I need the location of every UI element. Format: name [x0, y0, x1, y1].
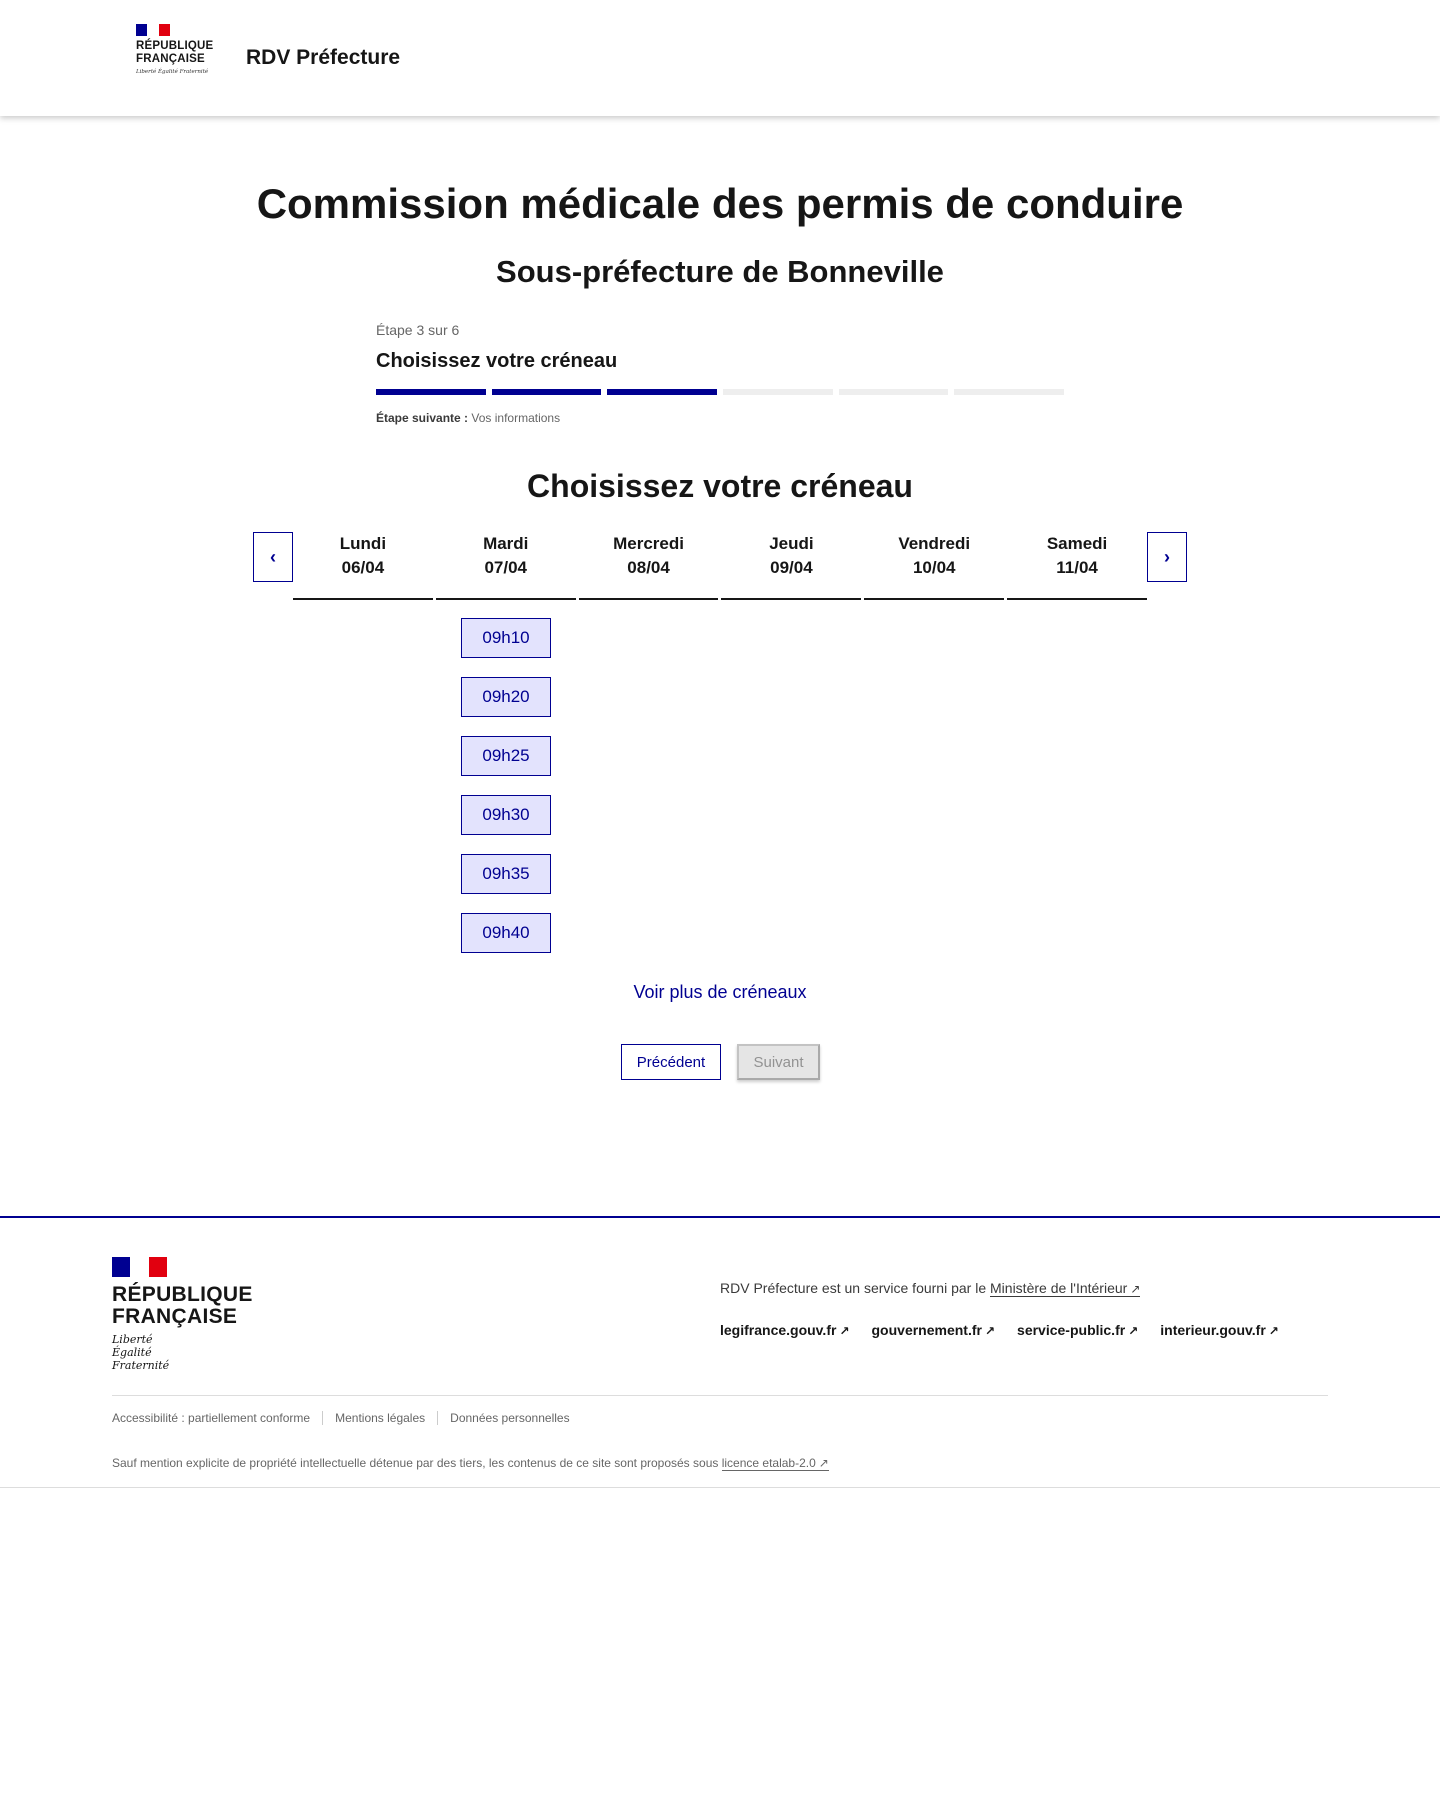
personal-data-link[interactable]: Données personnelles [437, 1411, 581, 1425]
footer-link-label: gouvernement.fr [871, 1322, 982, 1338]
footer-bottom-links [112, 1411, 582, 1425]
day-date: 08/04 [627, 558, 670, 577]
step-current-title: Choisissez votre créneau [376, 350, 618, 372]
republique-francaise-logo[interactable] [136, 24, 216, 76]
day-column[interactable] [1007, 532, 1147, 600]
step-segment [954, 389, 1064, 395]
ministry-link[interactable] [990, 1280, 1140, 1297]
time-slot-button[interactable]: 09h35 [461, 854, 551, 894]
day-date: 07/04 [484, 558, 528, 577]
french-flag-icon [136, 24, 170, 36]
footer-link-service-public[interactable] [1017, 1322, 1138, 1338]
time-slot-button[interactable]: 09h10 [461, 618, 551, 658]
site-footer [0, 1216, 1440, 1488]
page-title: Commission médicale des permis de conduire [256, 180, 1184, 227]
french-flag-icon [112, 1257, 167, 1277]
days-header [293, 532, 1147, 600]
day-name: Lundi [339, 534, 387, 553]
next-week-button[interactable] [1147, 532, 1187, 582]
page-subtitle: Sous-préfecture de Bonneville [496, 254, 944, 289]
day-date: 06/04 [341, 558, 385, 577]
day-column[interactable] [436, 532, 576, 600]
site-title[interactable]: RDV Préfecture [246, 46, 401, 69]
step-next [376, 411, 1064, 425]
license-link-label: licence etalab-2.0 [721, 1456, 816, 1470]
logo-text [136, 40, 216, 66]
day-column[interactable] [579, 532, 719, 600]
day-name: Jeudi [769, 534, 814, 553]
day-date: 10/04 [912, 558, 956, 577]
day-name: Mardi [483, 534, 529, 553]
footer-link-label: interieur.gouv.fr [1160, 1322, 1266, 1338]
footer-link-interieur[interactable] [1160, 1322, 1279, 1338]
step-segment [723, 389, 833, 395]
step-next-label: Étape suivante : [376, 411, 469, 425]
external-link-icon: ↗ [1128, 1324, 1139, 1338]
previous-week-button[interactable] [253, 532, 293, 582]
footer-description [720, 1280, 1140, 1296]
logo-line2: FRANÇAISE [136, 53, 205, 65]
external-link-icon: ↗ [984, 1324, 996, 1338]
time-slot-button[interactable]: 09h25 [461, 736, 551, 776]
chevron-right-icon: › [1164, 546, 1170, 567]
external-link-icon: ↗ [818, 1456, 829, 1470]
step-segment [607, 389, 717, 395]
accessibility-link[interactable]: Accessibilité : partiellement conforme [112, 1411, 311, 1425]
license-link[interactable] [722, 1456, 829, 1471]
step-next-value: Vos informations [471, 411, 561, 425]
day-date: 11/04 [1056, 558, 1098, 577]
footer-logo-text [112, 1284, 253, 1328]
stepper [376, 322, 1064, 425]
footer-desc-text: RDV Préfecture est un service fourni par le [720, 1280, 987, 1296]
step-segment [492, 389, 602, 395]
slot-list [461, 618, 551, 972]
day-name: Samedi [1046, 534, 1108, 553]
ministry-link-label: Ministère de l'Intérieur [990, 1280, 1128, 1296]
logo-line1: RÉPUBLIQUE [136, 40, 214, 52]
step-segment [376, 389, 486, 395]
step-progress-bar [376, 389, 1064, 395]
footer-link-legifrance[interactable] [720, 1322, 850, 1338]
motto-line: Égalité [112, 1346, 152, 1359]
day-date: 09/04 [770, 558, 813, 577]
time-slot-button[interactable]: 09h40 [461, 913, 551, 953]
footer-links [720, 1322, 1279, 1338]
external-link-icon: ↗ [1130, 1282, 1141, 1296]
slots-title: Choisissez votre créneau [527, 468, 913, 504]
external-link-icon: ↗ [839, 1324, 850, 1338]
day-column[interactable] [864, 532, 1004, 600]
license-text: Sauf mention explicite de propriété intellectuelle détenue par des tiers, les contenus de ce site sont proposés sous [112, 1456, 719, 1470]
next-button[interactable]: Suivant [737, 1044, 820, 1080]
legal-mentions-link[interactable]: Mentions légales [322, 1411, 437, 1425]
chevron-left-icon: ‹ [270, 546, 276, 567]
time-slot-button[interactable]: 09h30 [461, 795, 551, 835]
site-header [0, 0, 1440, 116]
footer-license [112, 1456, 829, 1470]
time-slot-button[interactable]: 09h20 [461, 677, 551, 717]
day-name: Mercredi [613, 534, 684, 553]
footer-link-label: service-public.fr [1017, 1322, 1126, 1338]
step-count: Étape 3 sur 6 [376, 322, 460, 338]
logo-motto: Liberté Égalité Fraternité [136, 69, 209, 75]
external-link-icon: ↗ [1268, 1324, 1279, 1338]
footer-link-label: legifrance.gouv.fr [720, 1322, 837, 1338]
previous-button[interactable]: Précédent [621, 1044, 721, 1080]
day-name: Vendredi [898, 534, 971, 553]
footer-logo-line1: RÉPUBLIQUE [112, 1283, 253, 1306]
more-slots-link[interactable]: Voir plus de créneaux [633, 982, 807, 1002]
step-segment [839, 389, 949, 395]
motto-line: Liberté [112, 1333, 153, 1346]
day-column[interactable] [721, 532, 861, 600]
footer-divider [112, 1395, 1328, 1396]
footer-link-gouvernement[interactable] [872, 1322, 996, 1338]
footer-logo[interactable] [112, 1257, 253, 1372]
day-column[interactable] [293, 532, 433, 600]
footer-motto [112, 1333, 253, 1372]
motto-line: Fraternité [112, 1359, 170, 1372]
footer-logo-line2: FRANÇAISE [112, 1305, 238, 1328]
